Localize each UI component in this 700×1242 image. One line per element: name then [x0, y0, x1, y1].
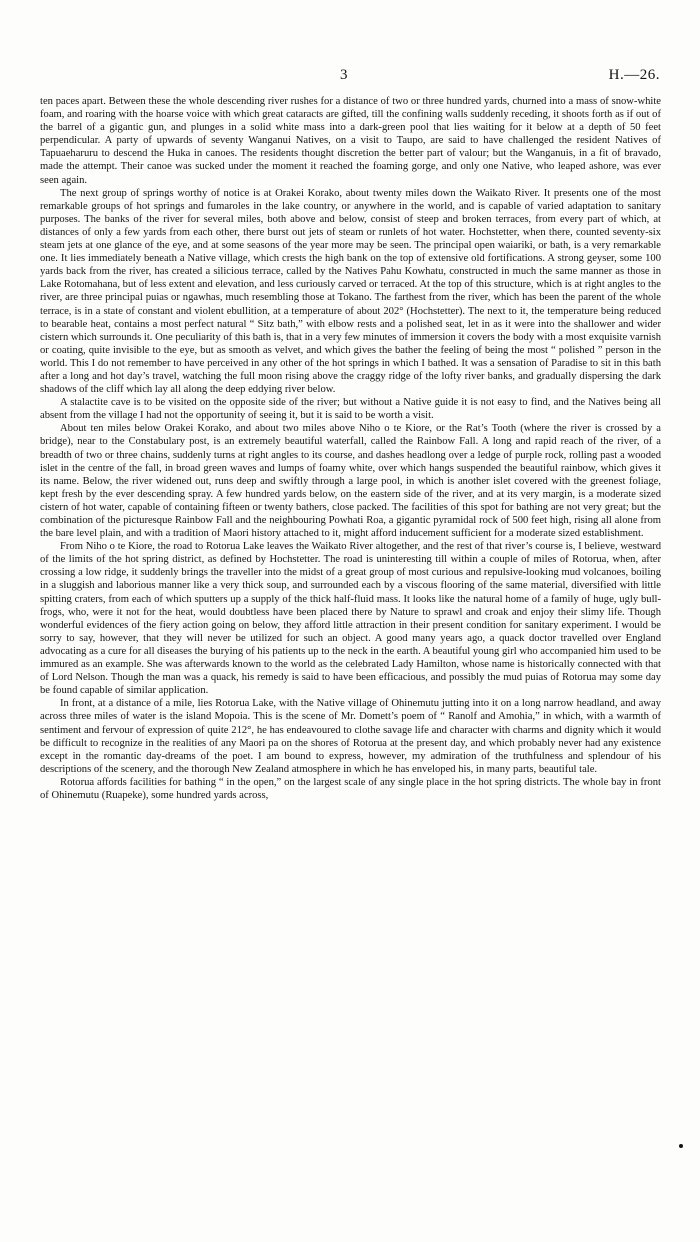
margin-dot [679, 1144, 683, 1148]
paragraph-rotorua-bathing: Rotorua affords facilities for bathing “ in the open,” on the largest scale of any single place in the hot spring districts. The whole bay in front of Ohinemutu (Ruapeke), some hundred yards across, [40, 776, 661, 801]
paragraph-mud-volcanoes: From Niho o te Kiore, the road to Rotorua Lake leaves the Waikato River altogether, and the rest of that river’s course is, I believe, westward of the limits of the hot spring district, as defined by Hochstetter. The road is uninteresting till within a couple of miles of Rotorua, when, after crossing a low ridge, it suddenly brings the traveller into the midst of a great group of most curious and repulsive-looking mud volcanoes, boiling in a sluggish and laborious manner like a very thick soup, and surrounded each by a viscous flooring of the same material, diversified with little spitting craters, from each of which sputters up a supply of the thick half-fluid mass. It looks like the natural home of a family of huge, ugly bull-frogs, who, were it not for the heat, would doubtless have been placed there by Nature to sprawl and croak and enjoy their slimy life. Though wonderful evidences of the fiery action going on below, they afford little attraction in their present condition for sanitary experiment. I would be sorry to say, however, that they will never be utilized for such an object. A good many years ago, a quack doctor travelled over England advocating as a cure for all diseases the burying of his patients up to the neck in the earth. A beautiful young girl who accompanied him used to be immured as an example. She was afterwards known to the world as the celebrated Lady Hamilton, whose name is historically connected with that of Lord Nelson. Though the man was a quack, his remedy is said to have been efficacious, and possibly the mud puias of Rotorua may some day be found capable of similar application. [40, 541, 661, 697]
page-header [0, 66, 700, 86]
paragraph-stalactite-cave: A stalactite cave is to be visited on the opposite side of the river; but without a Native guide it is not easy to find, and the Natives being all absent from the village I had not the opportunity of seeing it, but it is said to be worth a visit. [40, 397, 661, 422]
document-reference: H.—26. [608, 67, 660, 83]
page-number: 3 [340, 67, 348, 83]
paragraph-rainbow-fall: About ten miles below Orakei Korako, and about two miles above Niho o te Kiore, or the Rat’s Tooth (where the river is crossed by a bridge), near to the Constabulary post, is an extremely beautiful waterfall, called the Rainbow Fall. A long and rapid reach of the river, of a breadth of two or three chains, suddenly turns at right angles to its course, and dashes headlong over a ledge of purple rock, rolling past a wooded islet in the centre of the fall, in broad green waves and lumps of foamy white, over which hangs suspended the beautiful rainbow, which gives it its name. Below, the river widened out, runs deep and swiftly through a large pool, in which is another islet covered with the greenest foliage, kept fresh by the ever descending spray. A few hundred yards below, on the eastern side of the river, and at its very margin, is a moderate sized cistern of hot water, capable of containing fifteen or twenty bathers, close packed. The facilities of this spot for bathing are not very great; but the combination of the picturesque Rainbow Fall and the neighbouring Powhati Roa, a gigantic pyramidal rock of 500 feet high, rising all alone from the bare level plain, and with a tradition of Maori history attached to it, might afford inducement sufficient for a moderate sized establishment. [40, 423, 661, 540]
paragraph-huka-falls: ten paces apart. Between these the whole descending river rushes for a distance of two or three hundred yards, churned into a mass of snow-white foam, and roaring with the hoarse voice with which great cataracts are gifted, till the confining walls suddenly receding, it shoots forth as if out of the barrel of a gigantic gun, and plunges in a solid white mass into a dark-green pool that lies waiting for it below at a depth of 50 feet perpendicular. A party of upwards of seventy Wanganui Natives, on a visit to Taupo, are said to have challenged the resident Natives of Tapuaeharuru to descend the Huka in canoes. The residents thought discretion the better part of valour; but the Wanganuis, in a fit of bravado, made the attempt. Their canoe was sucked under the moment it reached the foaming gorge, and only one Native, who leaped ashore, was ever seen again. [40, 96, 661, 186]
paragraph-orakei-korako: The next group of springs worthy of notice is at Orakei Korako, about twenty miles down the Waikato River. It presents one of the most remarkable groups of hot springs and fumaroles in the lake country, or anywhere in the world, and is capable of varied adaptation to sanitary purposes. The banks of the river for several miles, both above and below, consist of steep and broken terraces, from every part of which, at distances of only a few yards from each other, there burst out jets of steam or runlets of hot water. Hochstetter, when there, counted seventy-six steam jets at one glance of the eye, and at some seasons of the year more may be seen. The principal open waiariki, or bath, is a very remarkable one. It lies immediately beneath a Native village, which crests the high bank on the top of extensive old fortifications. A strong geyser, some 100 yards back from the river, has created a silicious terrace, called by the Natives Pahu Kowhatu, constructed in much the same manner as those in Lake Rotomahana, but of less extent and elevation, and less curiously carved or terraced. At the top of this structure, which is at right angles to the river, are three principal puias or ngawhas, much resembling those at Tokano. The farthest from the river, which has been the parent of the whole terrace, is in a state of constant and violent ebullition, at a temperature of about 202° (Hochstetter). The next to it, the temperature being reduced to bearable heat, contains a most perfect natural “ Sitz bath,” with elbow rests and a polished seat, let in as it were into the shallower and wider cistern which surrounds it. One peculiarity of this bath is, that in a very few minutes of immersion it covers the body with a most exquisite varnish or coating, quite invisible to the eye, but as smooth as velvet, and which gives the bather the feeling of being the most “ polished ” person in the world. This I do not remember to have perceived in any other of the hot springs in which I bathed. It was a sensation of Paradise to sit in this bath after a long and hot day’s travel, watching the full moon rising above the craggy ridge of the lofty river banks, and gradually dispersing the dark shadows of the cliff which lay all along the deep eddying river below. [40, 187, 661, 396]
paragraph-rotorua-lake: In front, at a distance of a mile, lies Rotorua Lake, with the Native village of Ohinemutu jutting into it on a long narrow headland, and away across three miles of water is the island Mopoia. This is the scene of Mr. Domett’s poem of “ Ranolf and Amohia,” in which, with a warmth of sentiment and fervour of expression of quite 212°, he has endeavoured to clothe savage life and character with charms and dignity which it would be difficult to recognize in the realities of any Maori pa on the shores of Rotorua at the present day, and which probably never had any existence except in the romantic day-dreams of the poet. I am bound to express, however, my admiration of the truthfulness and splendour of his descriptions of the scenery, and the thorough New Zealand atmosphere in which he has enveloped his, in many parts, beautiful tale. [40, 698, 661, 775]
body-text [40, 95, 661, 802]
